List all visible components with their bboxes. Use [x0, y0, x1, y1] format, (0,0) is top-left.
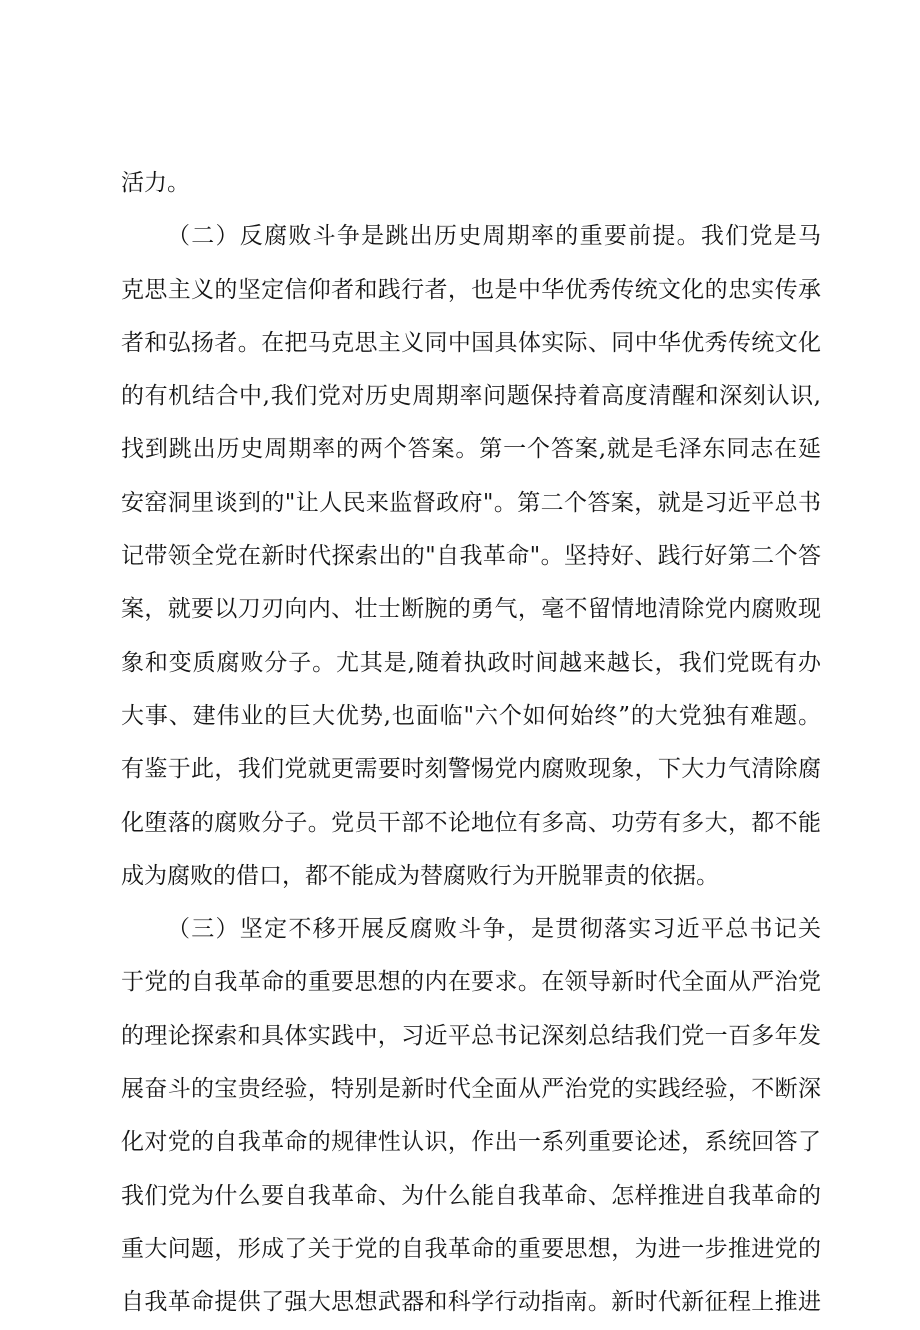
paragraph-3-line: 展奋斗的宝贵经验，特别是新时代全面从严治党的实践经验，不断深 — [121, 1076, 821, 1103]
paragraph-2-line: 大事、建伟业的巨大优势,也面临"六个如何始终”的大党独有难题。 — [121, 702, 821, 729]
paragraph-2-closing-line: 成为腐败的借口，都不能成为替腐败行为开脱罪责的依据。 — [121, 862, 719, 889]
paragraph-3-line: 我们党为什么要自我革命、为什么能自我革命、怎样推进自我革命的 — [121, 1182, 821, 1209]
paragraph-2-line: 象和变质腐败分子。尤其是,随着执政时间越来越长，我们党既有办 — [121, 649, 821, 676]
paragraph-2-line: 记带领全党在新时代探索出的"自我革命"。坚持好、践行好第二个答 — [121, 543, 821, 570]
paragraph-2-line: 克思主义的坚定信仰者和践行者，也是中华优秀传统文化的忠实传承 — [121, 276, 821, 303]
paragraph-1-closing-line: 活力。 — [121, 170, 190, 196]
paragraph-2-line: 有鉴于此，我们党就更需要时刻警惕党内腐败现象，下大力气清除腐 — [121, 756, 821, 783]
paragraph-2-line: 的有机结合中,我们党对历史周期率问题保持着高度清醒和深刻认识, — [121, 383, 821, 410]
paragraph-2-heading-line: （二）反腐败斗争是跳出历史周期率的重要前提。我们党是马 — [167, 223, 821, 250]
paragraph-3-heading-line: （三）坚定不移开展反腐败斗争，是贯彻落实习近平总书记关 — [167, 916, 821, 943]
paragraph-2-line: 化堕落的腐败分子。党员干部不论地位有多高、功劳有多大，都不能 — [121, 809, 821, 836]
paragraph-3-line: 的理论探索和具体实践中，习近平总书记深刻总结我们党一百多年发 — [121, 1022, 821, 1049]
paragraph-2-line: 者和弘扬者。在把马克思主义同中国具体实际、同中华优秀传统文化 — [121, 329, 821, 356]
paragraph-2-line: 案，就要以刀刃向内、壮士断腕的勇气，毫不留情地清除党内腐败现 — [121, 596, 821, 623]
body-text — [121, 157, 821, 1330]
paragraph-3-line: 化对党的自我革命的规律性认识，作出一系列重要论述，系统回答了 — [121, 1129, 821, 1156]
paragraph-2-line: 找到跳出历史周期率的两个答案。第一个答案,就是毛泽东同志在延 — [121, 436, 821, 463]
paragraph-3-line: 重大问题，形成了关于党的自我革命的重要思想，为进一步推进党的 — [121, 1235, 821, 1262]
paragraph-3-line: 于党的自我革命的重要思想的内在要求。在领导新时代全面从严治党 — [121, 969, 821, 996]
paragraph-3-line: 自我革命提供了强大思想武器和科学行动指南。新时代新征程上推进 — [121, 1289, 821, 1316]
paragraph-2-line: 安窑洞里谈到的"让人民来监督政府"。第二个答案，就是习近平总书 — [121, 489, 821, 516]
